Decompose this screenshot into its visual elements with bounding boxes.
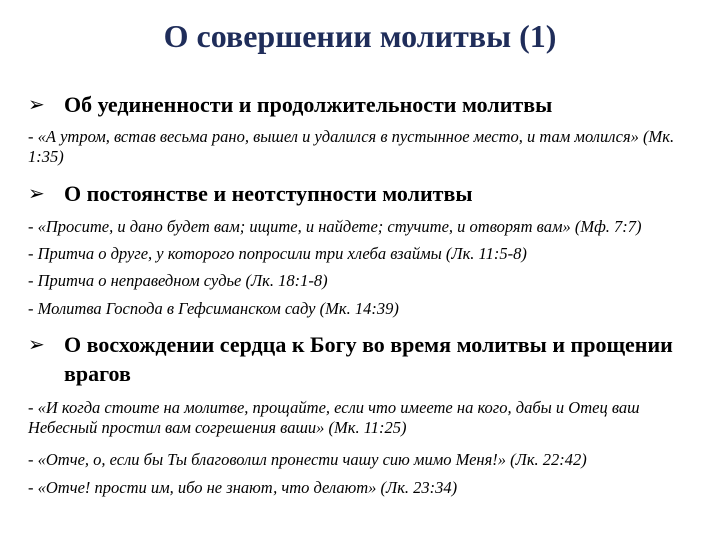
arrowhead-check-icon: ➢ bbox=[28, 92, 45, 116]
arrowhead-check-icon: ➢ bbox=[28, 332, 45, 356]
list-item bbox=[28, 217, 700, 237]
section-heading-solitude bbox=[28, 90, 688, 119]
list-item bbox=[28, 244, 700, 264]
list-item bbox=[28, 271, 700, 291]
item-dash: - bbox=[28, 127, 34, 146]
list-item bbox=[28, 478, 700, 498]
list-item bbox=[28, 398, 700, 438]
item-dash: - bbox=[28, 450, 34, 469]
list-item bbox=[28, 127, 700, 167]
list-item bbox=[28, 450, 700, 470]
section-heading-persistence bbox=[28, 179, 688, 208]
item-dash: - bbox=[28, 398, 34, 417]
page-title: О совершении молитвы (1) bbox=[163, 18, 557, 54]
item-text: «А утром, встав весьма рано, вышел и удалился в пустынное место, и там молился» (Мк. 1:35) bbox=[28, 127, 675, 166]
section-heading-text: О восхождении сердца к Богу во время молитвы и прощении врагов bbox=[64, 332, 673, 386]
section-heading-text: О постоянстве и неотступности молитвы bbox=[64, 181, 473, 206]
item-text: «Отче! прости им, ибо не знают, что делают» (Лк. 23:34) bbox=[37, 478, 458, 497]
list-item bbox=[28, 299, 700, 319]
item-dash: - bbox=[28, 271, 34, 290]
arrowhead-check-icon: ➢ bbox=[28, 181, 45, 205]
item-dash: - bbox=[28, 244, 34, 263]
item-text: «Отче, о, если бы Ты благоволил пронести чашу сию мимо Меня!» (Лк. 22:42) bbox=[37, 450, 587, 469]
item-text: Притча о неправедном судье (Лк. 18:1-8) bbox=[37, 271, 328, 290]
item-dash: - bbox=[28, 478, 34, 497]
section-heading-ascension bbox=[28, 330, 688, 388]
section-heading-text: Об уединенности и продолжительности молитвы bbox=[64, 92, 553, 117]
item-dash: - bbox=[28, 217, 34, 236]
item-text: «Просите, и дано будет вам; ищите, и найдете; стучите, и отворят вам» (Мф. 7:7) bbox=[37, 217, 642, 236]
item-text: «И когда стоите на молитве, прощайте, если что имеете на кого, дабы и Отец ваш Небесный простил вам согрешения ваши» (Мк. 11:25) bbox=[28, 398, 640, 437]
item-text: Притча о друге, у которого попросили три хлеба взаймы (Лк. 11:5-8) bbox=[37, 244, 527, 263]
item-text: Молитва Господа в Гефсиманском саду (Мк. 14:39) bbox=[37, 299, 399, 318]
item-dash: - bbox=[28, 299, 34, 318]
